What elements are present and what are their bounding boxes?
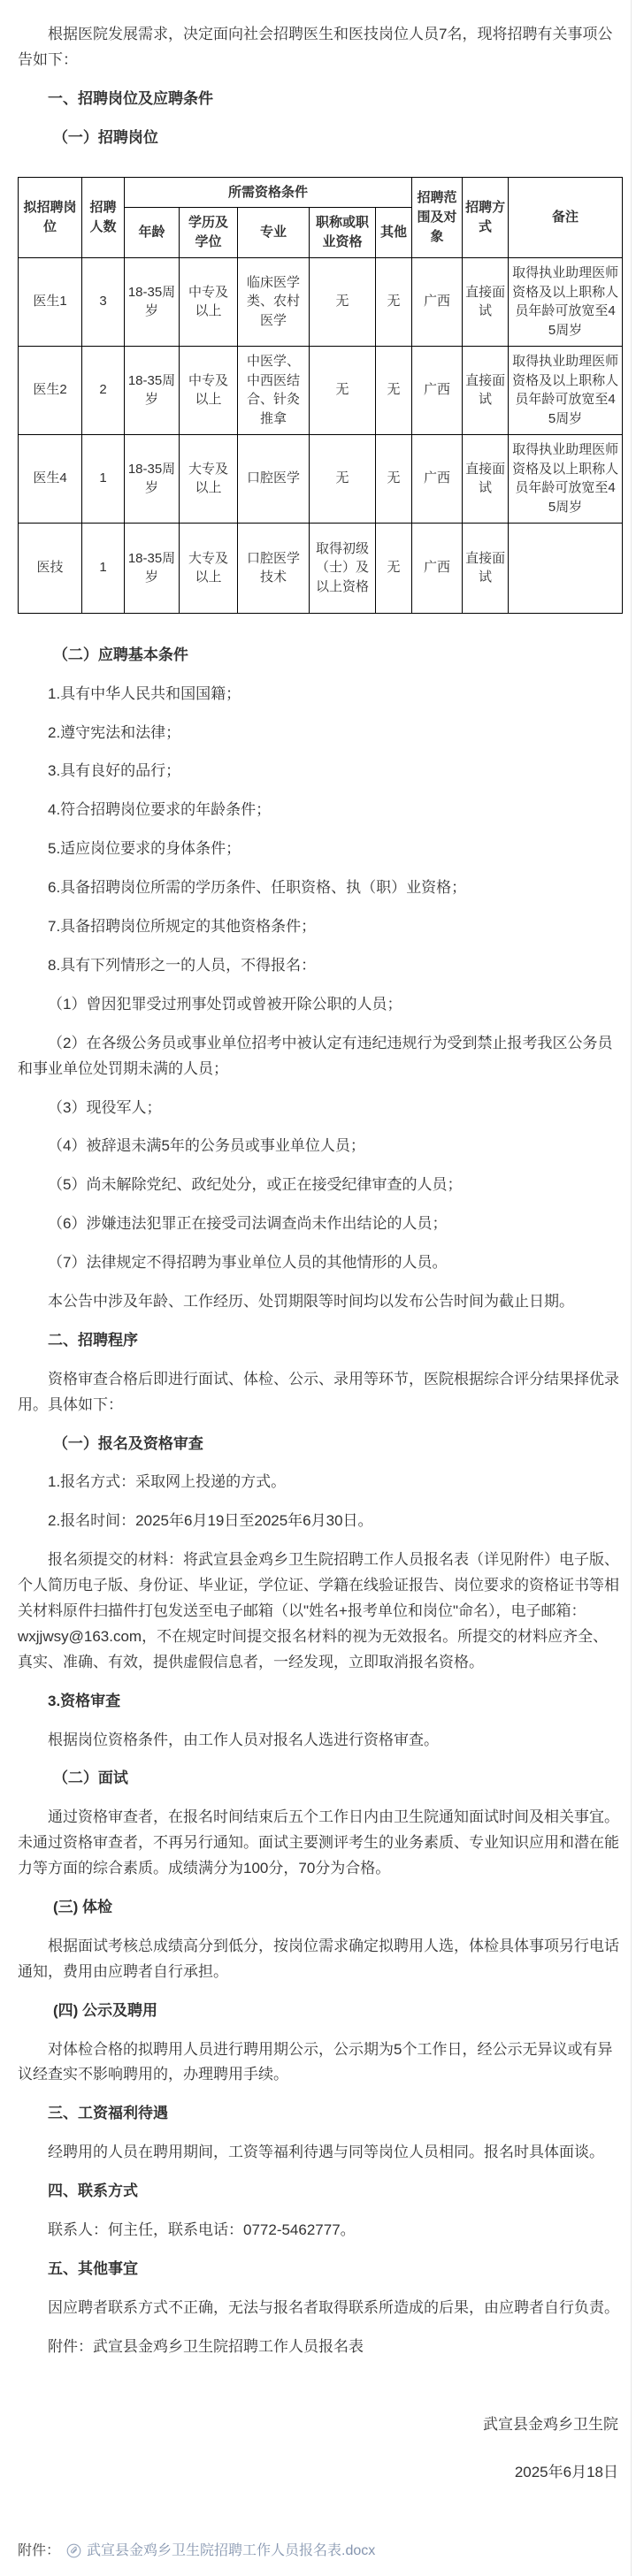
cell-position: 医生1 <box>19 257 82 346</box>
cell-count: 3 <box>82 257 125 346</box>
col-header-major: 专业 <box>238 208 310 258</box>
cell-other: 无 <box>376 257 412 346</box>
attachment-filename: 武宣县金鸡乡卫生院招聘工作人员报名表.docx <box>87 2543 376 2559</box>
table-row <box>19 346 623 434</box>
paragraph: 经聘用的人员在聘用期间，工资等福利待遇与同等岗位人员相同。报名时具体面谈。 <box>48 2144 604 2161</box>
paragraph: 3.具有良好的品行； <box>48 762 181 780</box>
paragraph: 4.符合招聘岗位要求的年龄条件； <box>48 801 272 819</box>
cell-education: 大专及以上 <box>180 523 238 613</box>
paragraph: 报名须提交的材料：将武宣县金鸡乡卫生院招聘工作人员报名表（详见附件）电子版、个人简历电子版、身份证、毕业证，学位证、学籍在线验证报告、岗位要求的资格证书等相关材料原件扫描件打包发送至电子邮箱（以"姓名+报考单位和岗位"命名），电子邮箱：wxjjwsy@163.com，不在规定时间提交报名材料的视为无效报名。所提交的材料应齐全、真实、准确、有效，提供虚假信息者，一经发现，立即取消报名资格。 <box>18 1551 619 1670</box>
paragraph: （2）在各级公务员或事业单位招考中被认定有违纪违规行为受到禁止报考我区公务员和事业单位处罚期未满的人员； <box>18 1034 613 1077</box>
paragraph: 1.报名方式：采取网上投递的方式。 <box>48 1473 287 1491</box>
sub-heading: （一）招聘岗位 <box>52 128 158 146</box>
section-heading: 五、其他事宜 <box>48 2259 138 2277</box>
cell-major: 临床医学类、农村医学 <box>238 257 310 346</box>
paragraph: 7.具备招聘岗位所规定的其他资格条件； <box>48 918 317 936</box>
table-row <box>19 434 623 523</box>
col-header-scope: 招聘范围及对象 <box>412 177 463 257</box>
sub-heading: （二）面试 <box>52 1770 128 1787</box>
cell-title-qualification: 无 <box>310 346 376 434</box>
attachment-label: 附件： <box>18 2543 61 2559</box>
paragraph: 根据医院发展需求，决定面向社会招聘医生和医技岗位人员7名，现将招聘有关事项公告如下： <box>18 26 613 68</box>
intro-section <box>18 9 622 164</box>
cell-education: 大专及以上 <box>180 434 238 523</box>
paperclip-icon <box>66 2543 81 2558</box>
col-header-note: 备注 <box>509 177 623 257</box>
signature-organization: 武宣县金鸡乡卫生院 <box>483 2415 618 2433</box>
cell-scope: 广西 <box>412 346 463 434</box>
col-header-other: 其他 <box>376 208 412 258</box>
col-header-qualifications-group: 所需资格条件 <box>125 177 412 208</box>
paragraph: 联系人：何主任，联系电话：0772-5462777。 <box>48 2221 356 2238</box>
table-row <box>19 523 623 613</box>
cell-age: 18-35周岁 <box>125 257 180 346</box>
paragraph: （7）法律规定不得招聘为事业单位人员的其他情形的人员。 <box>48 1254 448 1272</box>
cell-other: 无 <box>376 523 412 613</box>
cell-age: 18-35周岁 <box>125 523 180 613</box>
paragraph: （6）涉嫌违法犯罪正在接受司法调查尚未作出结论的人员； <box>48 1215 448 1233</box>
cell-count: 1 <box>82 523 125 613</box>
paragraph: 根据面试考核总成绩高分到低分，按岗位需求确定拟聘用人选，体检具体事项另行电话通知，费用由应聘者自行承担。 <box>18 1937 619 1980</box>
page-edge-divider <box>631 0 632 2576</box>
section-heading: 四、联系方式 <box>48 2182 138 2200</box>
cell-note: 取得执业助理医师资格及以上职称人员年龄可放宽至45周岁 <box>509 346 623 434</box>
cell-education: 中专及以上 <box>180 257 238 346</box>
table-body <box>19 257 623 613</box>
sub-heading: 3.资格审查 <box>48 1692 121 1709</box>
paragraph: 6.具备招聘岗位所需的学历条件、任职资格、执（职）业资格； <box>48 879 467 897</box>
section-heading: 二、招聘程序 <box>48 1331 138 1349</box>
recruitment-positions-table <box>18 177 623 614</box>
cell-count: 1 <box>82 434 125 523</box>
paragraph: 2.报名时间：2025年6月19日至2025年6月30日。 <box>48 1512 373 1530</box>
signature-block <box>18 2412 622 2487</box>
cell-education: 中专及以上 <box>180 346 238 434</box>
section-heading: 一、招聘岗位及应聘条件 <box>48 89 213 107</box>
cell-age: 18-35周岁 <box>125 434 180 523</box>
paragraph: （1）曾因犯罪受过刑事处罚或曾被开除公职的人员； <box>48 995 402 1013</box>
cell-major: 中医学、中西医结合、针灸推拿 <box>238 346 310 434</box>
cell-title-qualification: 取得初级（士）及以上资格 <box>310 523 376 613</box>
cell-major: 口腔医学技术 <box>238 523 310 613</box>
cell-title-qualification: 无 <box>310 434 376 523</box>
paragraph: 因应聘者联系方式不正确，无法与报名者取得联系所造成的后果，由应聘者自行负责。 <box>48 2298 619 2316</box>
cell-position: 医生2 <box>19 346 82 434</box>
cell-method: 直接面试 <box>463 434 509 523</box>
section-heading: 三、工资福利待遇 <box>48 2105 168 2122</box>
cell-age: 18-35周岁 <box>125 346 180 434</box>
paragraph: 附件：武宣县金鸡乡卫生院招聘工作人员报名表 <box>48 2337 364 2355</box>
paragraph: （4）被辞退未满5年的公务员或事业单位人员； <box>48 1137 365 1155</box>
paragraph: 对体检合格的拟聘用人员进行聘用期公示，公示期为5个工作日，经公示无异议或有异议经查实不影响聘用的，办理聘用手续。 <box>18 2040 613 2083</box>
paragraph: 本公告中涉及年龄、工作经历、处罚期限等时间均以发布公告时间为截止日期。 <box>48 1292 574 1310</box>
paragraph: （5）尚未解除党纪、政纪处分，或正在接受纪律审查的人员； <box>48 1176 463 1194</box>
signature-date: 2025年6月18日 <box>514 2464 618 2481</box>
cell-major: 口腔医学 <box>238 434 310 523</box>
col-header-education: 学历及学位 <box>180 208 238 258</box>
cell-method: 直接面试 <box>463 523 509 613</box>
cell-position: 医生4 <box>19 434 82 523</box>
col-header-count: 招聘人数 <box>82 177 125 257</box>
paragraph: 资格审查合格后即进行面试、体检、公示、录用等环节，医院根据综合评分结果择优录用。具体如下： <box>18 1370 619 1413</box>
paragraph: 8.具有下列情形之一的人员，不得报名： <box>48 956 317 974</box>
table-row <box>19 257 623 346</box>
sub-heading: (三) 体检 <box>52 1898 112 1915</box>
cell-scope: 广西 <box>412 523 463 613</box>
attachment-file-link[interactable] <box>66 2539 375 2563</box>
cell-note: 取得执业助理医师资格及以上职称人员年龄可放宽至45周岁 <box>509 257 623 346</box>
col-header-method: 招聘方式 <box>463 177 509 257</box>
sub-heading: （一）报名及资格审查 <box>52 1434 203 1452</box>
body-section <box>18 630 622 2373</box>
cell-other: 无 <box>376 434 412 523</box>
paragraph: （3）现役军人； <box>48 1098 162 1116</box>
cell-scope: 广西 <box>412 434 463 523</box>
attachment-bar <box>18 2486 622 2563</box>
cell-method: 直接面试 <box>463 257 509 346</box>
paragraph: 5.适应岗位要求的身体条件； <box>48 840 241 858</box>
cell-note: 取得执业助理医师资格及以上职称人员年龄可放宽至45周岁 <box>509 434 623 523</box>
paragraph: 通过资格审查者，在报名时间结束后五个工作日内由卫生院通知面试时间及相关事宜。未通过资格审查者，不再另行通知。面试主要测评考生的业务素质、专业知识应用和潜在能力等方面的综合素质。成绩满分为100分，70分为合格。 <box>18 1808 619 1877</box>
cell-count: 2 <box>82 346 125 434</box>
cell-position: 医技 <box>19 523 82 613</box>
col-header-title-qualification: 职称或职业资格 <box>310 208 376 258</box>
table-header <box>19 177 623 257</box>
col-header-position: 拟招聘岗位 <box>19 177 82 257</box>
cell-method: 直接面试 <box>463 346 509 434</box>
cell-note <box>509 523 623 613</box>
paragraph: 根据岗位资格条件，由工作人员对报名人选进行资格审查。 <box>48 1731 439 1748</box>
cell-title-qualification: 无 <box>310 257 376 346</box>
cell-other: 无 <box>376 346 412 434</box>
sub-heading: (四) 公示及聘用 <box>52 2001 157 2019</box>
paragraph: 1.具有中华人民共和国国籍； <box>48 684 241 702</box>
sub-heading: （二）应聘基本条件 <box>52 646 188 663</box>
paragraph: 2.遵守宪法和法律； <box>48 723 181 741</box>
cell-scope: 广西 <box>412 257 463 346</box>
col-header-age: 年龄 <box>125 208 180 258</box>
